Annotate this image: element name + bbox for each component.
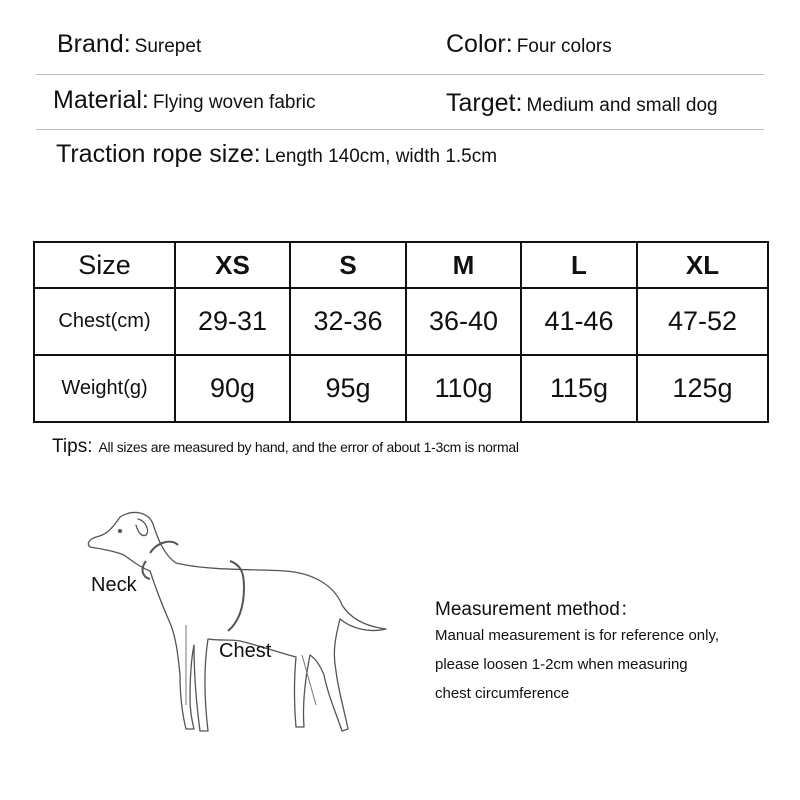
weight-row-label: Weight(g)	[34, 355, 175, 422]
measurement-line: Manual measurement is for reference only,	[435, 627, 720, 644]
dog-outline-illustration	[80, 505, 400, 745]
table-cell: 47-52	[637, 288, 768, 355]
divider	[36, 129, 764, 130]
color-value: Four colors	[516, 36, 612, 57]
table-cell: 29-31	[175, 288, 290, 355]
traction-label: Traction rope size:	[56, 140, 261, 168]
brand-row	[57, 30, 201, 59]
material-label: Material:	[53, 86, 149, 114]
table-cell: 125g	[637, 355, 768, 422]
traction-value: Length 140cm, width 1.5cm	[264, 146, 498, 167]
tips-text: All sizes are measured by hand, and the error of about 1-3cm is normal	[98, 439, 519, 455]
target-value: Medium and small dog	[526, 95, 718, 116]
material-row	[53, 86, 316, 115]
table-cell: 115g	[521, 355, 637, 422]
size-s: S	[290, 242, 406, 288]
color-label: Color:	[446, 30, 513, 58]
target-label: Target:	[446, 89, 523, 117]
table-row	[34, 288, 768, 355]
table-cell: 41-46	[521, 288, 637, 355]
table-cell: 110g	[406, 355, 521, 422]
material-value: Flying woven fabric	[152, 92, 316, 113]
neck-label: Neck	[91, 574, 137, 596]
tips-label: Tips:	[52, 436, 93, 457]
traction-row	[56, 140, 497, 169]
size-header: Size	[34, 242, 175, 288]
size-xl: XL	[637, 242, 768, 288]
table-row	[34, 355, 768, 422]
target-row	[446, 89, 718, 118]
table-cell: 95g	[290, 355, 406, 422]
measurement-line: chest circumference	[435, 685, 570, 702]
measurement-title: Measurement method：	[435, 599, 639, 620]
brand-label: Brand:	[57, 30, 131, 58]
table-cell: 36-40	[406, 288, 521, 355]
divider	[36, 74, 764, 75]
tips	[52, 436, 519, 458]
table-header-row	[34, 242, 768, 288]
size-xs: XS	[175, 242, 290, 288]
measurement-line: please loosen 1-2cm when measuring	[435, 656, 688, 673]
size-m: M	[406, 242, 521, 288]
chest-label: Chest	[219, 640, 272, 662]
chest-row-label: Chest(cm)	[34, 288, 175, 355]
brand-value: Surepet	[134, 36, 202, 57]
size-table	[33, 241, 769, 423]
color-row	[446, 30, 612, 59]
table-cell: 90g	[175, 355, 290, 422]
table-cell: 32-36	[290, 288, 406, 355]
size-l: L	[521, 242, 637, 288]
